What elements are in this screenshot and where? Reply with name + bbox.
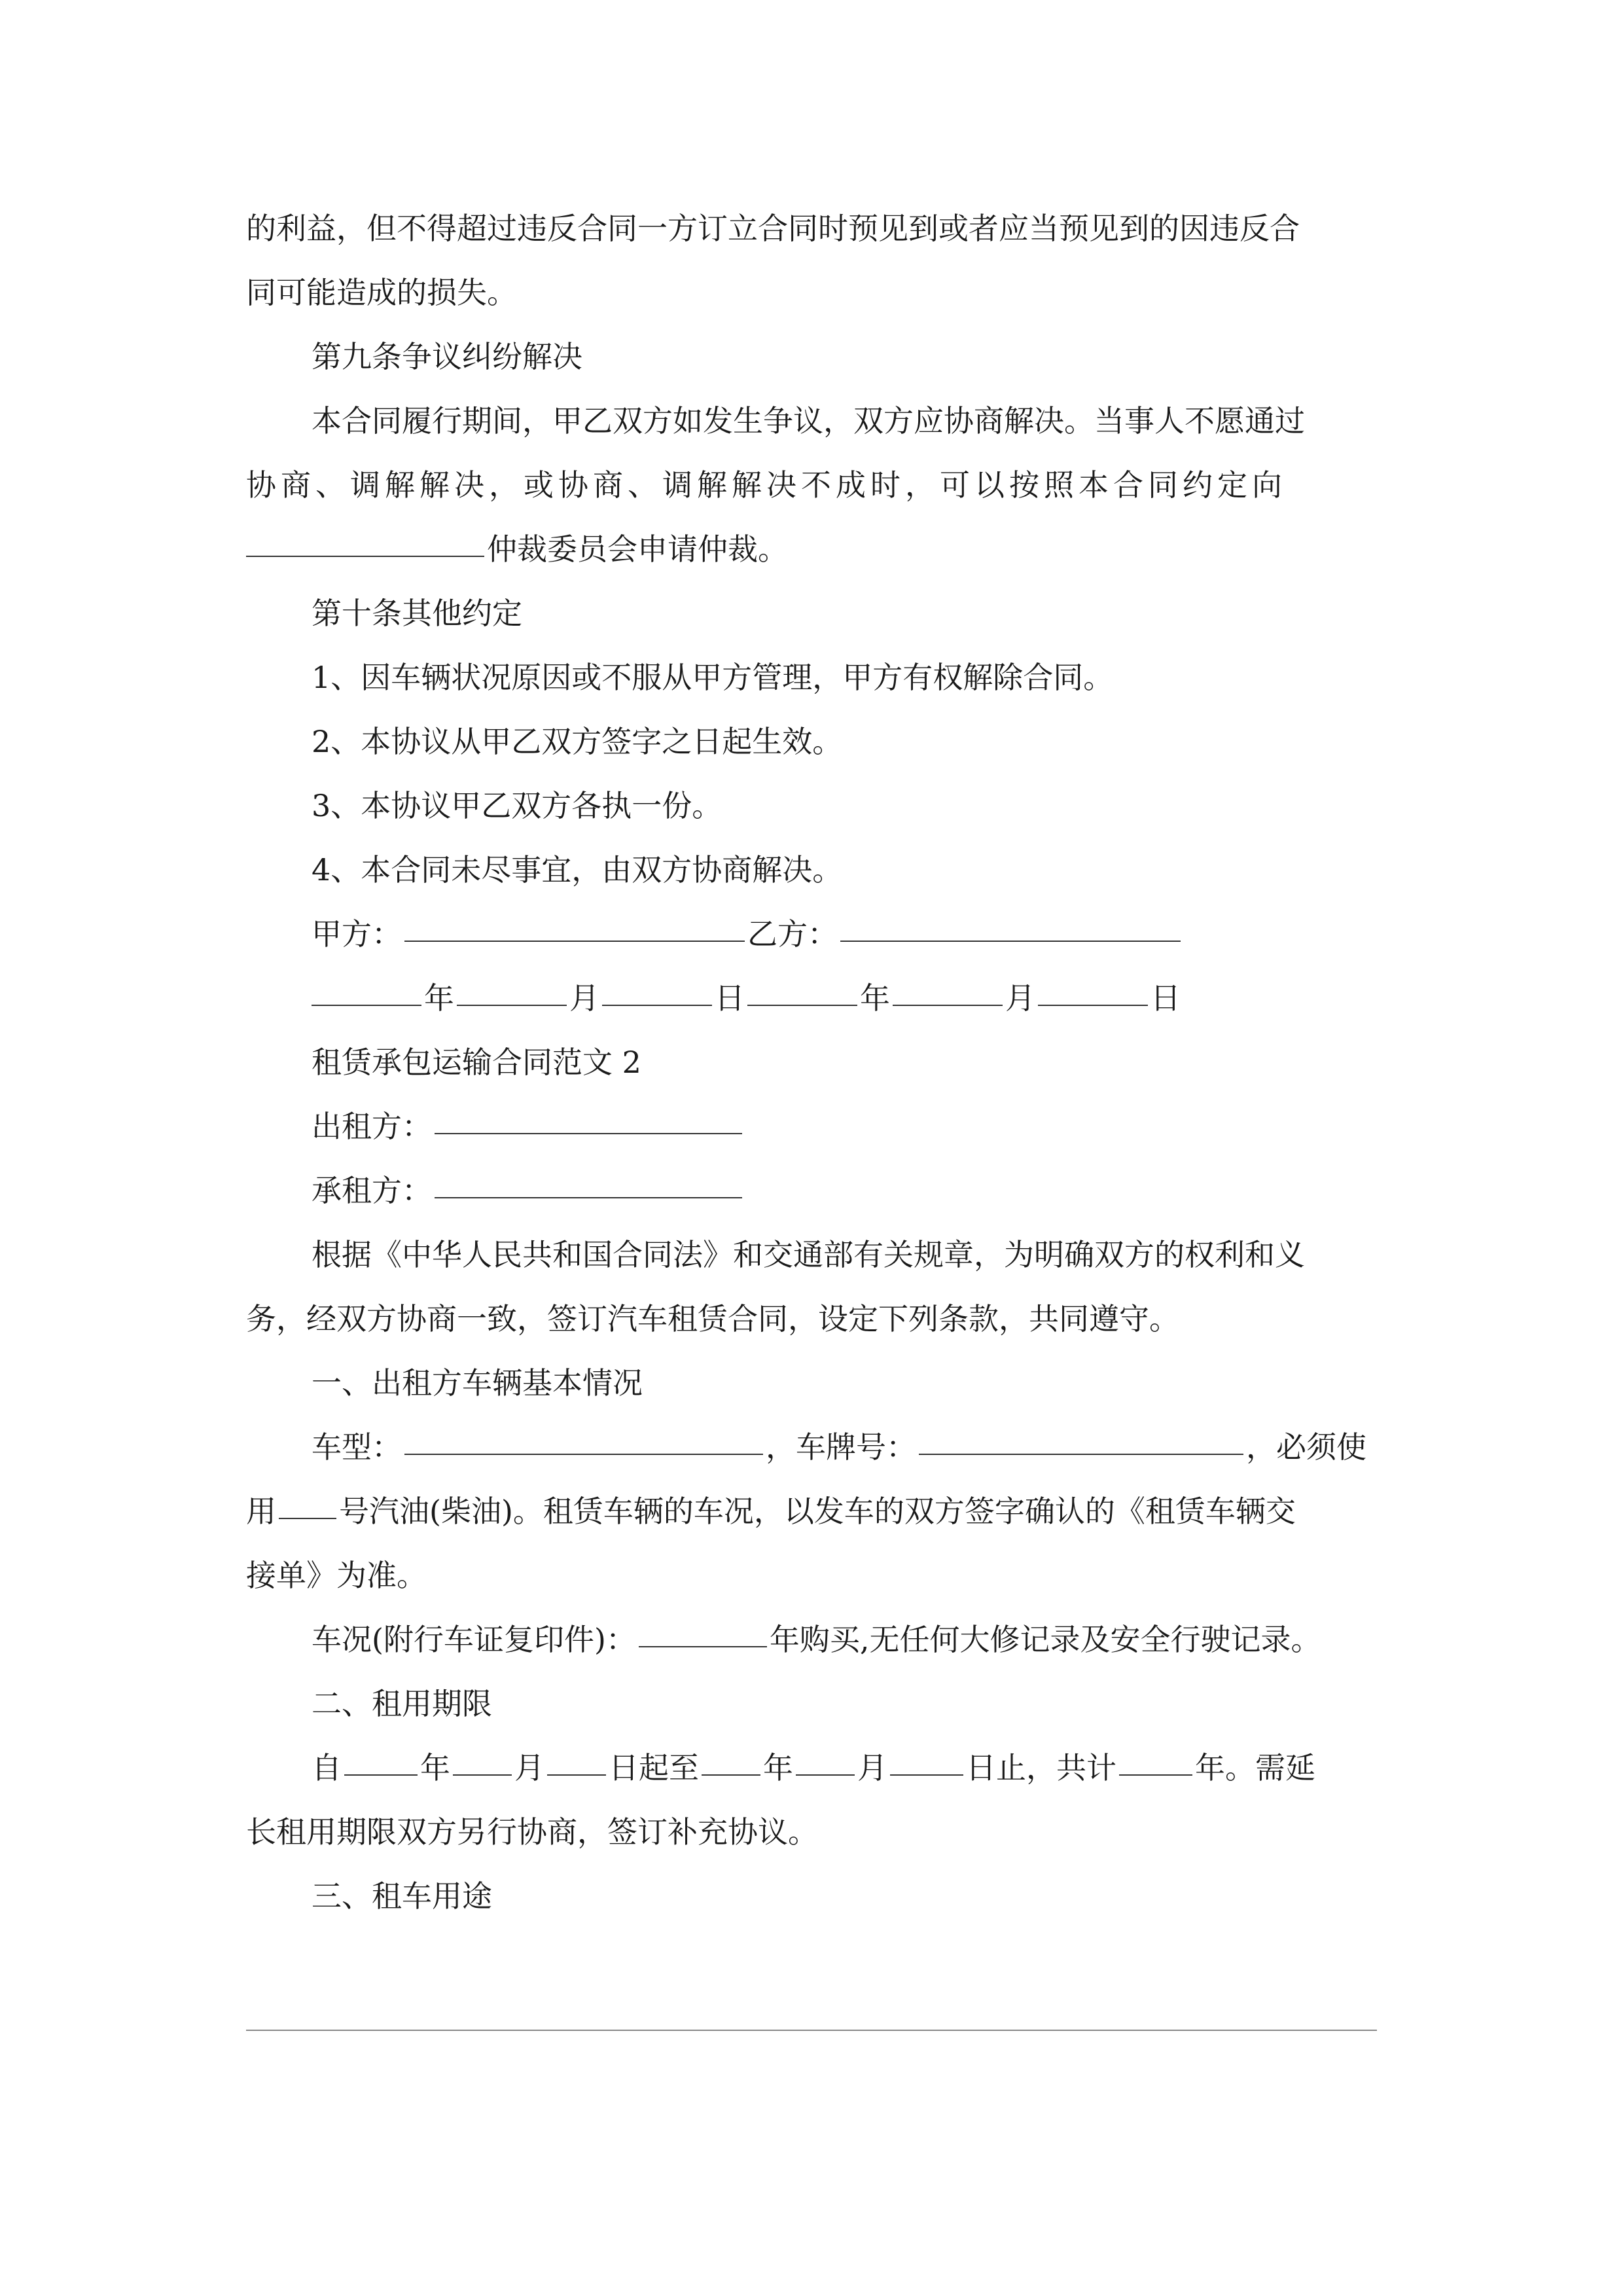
car-fuel-line: 用 号汽油(柴油)。租赁车辆的车况，以发车的双方签字确认的《租赁车辆交 <box>246 1494 1296 1529</box>
term-blank[interactable] <box>1119 1774 1192 1776</box>
party-a-blank[interactable] <box>404 940 745 942</box>
section-heading-3: 三、租车用途 <box>312 1878 492 1914</box>
arbitration-blank[interactable] <box>246 555 484 557</box>
paragraph-line: 务，经双方协商一致，签订汽车租赁合同，设定下列条款，共同遵守。 <box>246 1301 1179 1336</box>
text: 的利益，但不得超过违反合同一方订立合同时预见到或者应当预见到的因违反合 <box>246 211 1300 246</box>
term-blank[interactable] <box>547 1774 606 1776</box>
date-blank[interactable] <box>312 1004 421 1006</box>
lessee-line: 承租方： <box>246 1158 1377 1223</box>
text: 同可能造成的损失。 <box>246 275 517 310</box>
car-info-line: 车型： ，车牌号： ，必须使 <box>312 1429 1366 1465</box>
term-line: 自 年 月 日起至 年 月 日止，共计 年。需延 <box>312 1750 1315 1785</box>
lessor-blank[interactable] <box>435 1132 742 1134</box>
date-blank[interactable] <box>457 1004 567 1006</box>
paragraph-line: 根据《中华人民共和国合同法》和交通部有关规章，为明确双方的权利和义 <box>312 1237 1305 1272</box>
list-item: 2、本协议从甲乙双方签字之日起生效。 <box>312 724 843 759</box>
paragraph-line: 接单》为准。 <box>246 1558 427 1593</box>
date-blank[interactable] <box>1038 1004 1148 1006</box>
lessor-line: 出租方： <box>246 1094 1377 1158</box>
term-blank[interactable] <box>796 1774 855 1776</box>
term-blank[interactable] <box>702 1774 760 1776</box>
car-condition-line: 车况(附行车证复印件)： 年购买,无任何大修记录及安全行驶记录。 <box>312 1622 1321 1657</box>
term-blank[interactable] <box>344 1774 418 1776</box>
paragraph-line: 协商、调解解决，或协商、调解解决不成时，可以按照本合同约定向 <box>246 467 1287 503</box>
clause-heading-10: 第十条其他约定 <box>312 596 522 631</box>
car-model-blank[interactable] <box>404 1453 763 1455</box>
footer-divider <box>246 2030 1377 2031</box>
paragraph-line: 长租用期限双方另行协商，签订补充协议。 <box>246 1814 818 1850</box>
list-item: 1、因车辆状况原因或不服从甲方管理，甲方有权解除合同。 <box>312 660 1114 695</box>
paragraph-line: 仲裁委员会申请仲裁。 <box>246 517 1377 581</box>
date-line: 年 月 日 年 月 日 <box>246 966 1377 1030</box>
date-blank[interactable] <box>893 1004 1003 1006</box>
party-b-label: 乙方： <box>747 916 838 952</box>
plate-number-blank[interactable] <box>919 1453 1243 1455</box>
section-heading-2: 二、租用期限 <box>312 1686 492 1721</box>
list-item: 3、本协议甲乙双方各执一份。 <box>312 788 722 823</box>
fuel-grade-blank[interactable] <box>279 1517 336 1519</box>
date-blank[interactable] <box>602 1004 712 1006</box>
term-blank[interactable] <box>890 1774 963 1776</box>
list-item: 4、本合同未尽事宜，由双方协商解决。 <box>312 852 843 888</box>
paragraph-line: 本合同履行期间，甲乙双方如发生争议，双方应协商解决。当事人不愿通过 <box>312 403 1305 439</box>
date-blank[interactable] <box>747 1004 857 1006</box>
paragraph-line <box>246 260 1377 325</box>
purchase-year-blank[interactable] <box>639 1645 767 1647</box>
party-b-blank[interactable] <box>840 940 1181 942</box>
paragraph-line <box>246 196 1377 260</box>
contract-title-2: 租赁承包运输合同范文 2 <box>312 1045 641 1080</box>
lessee-blank[interactable] <box>435 1196 742 1198</box>
term-blank[interactable] <box>453 1774 512 1776</box>
party-a-label: 甲方： <box>312 916 402 952</box>
signature-line <box>246 902 1377 966</box>
section-heading-1: 一、出租方车辆基本情况 <box>312 1365 643 1401</box>
document-page <box>246 196 1377 1928</box>
clause-heading-9: 第九条争议纠纷解决 <box>312 339 582 374</box>
